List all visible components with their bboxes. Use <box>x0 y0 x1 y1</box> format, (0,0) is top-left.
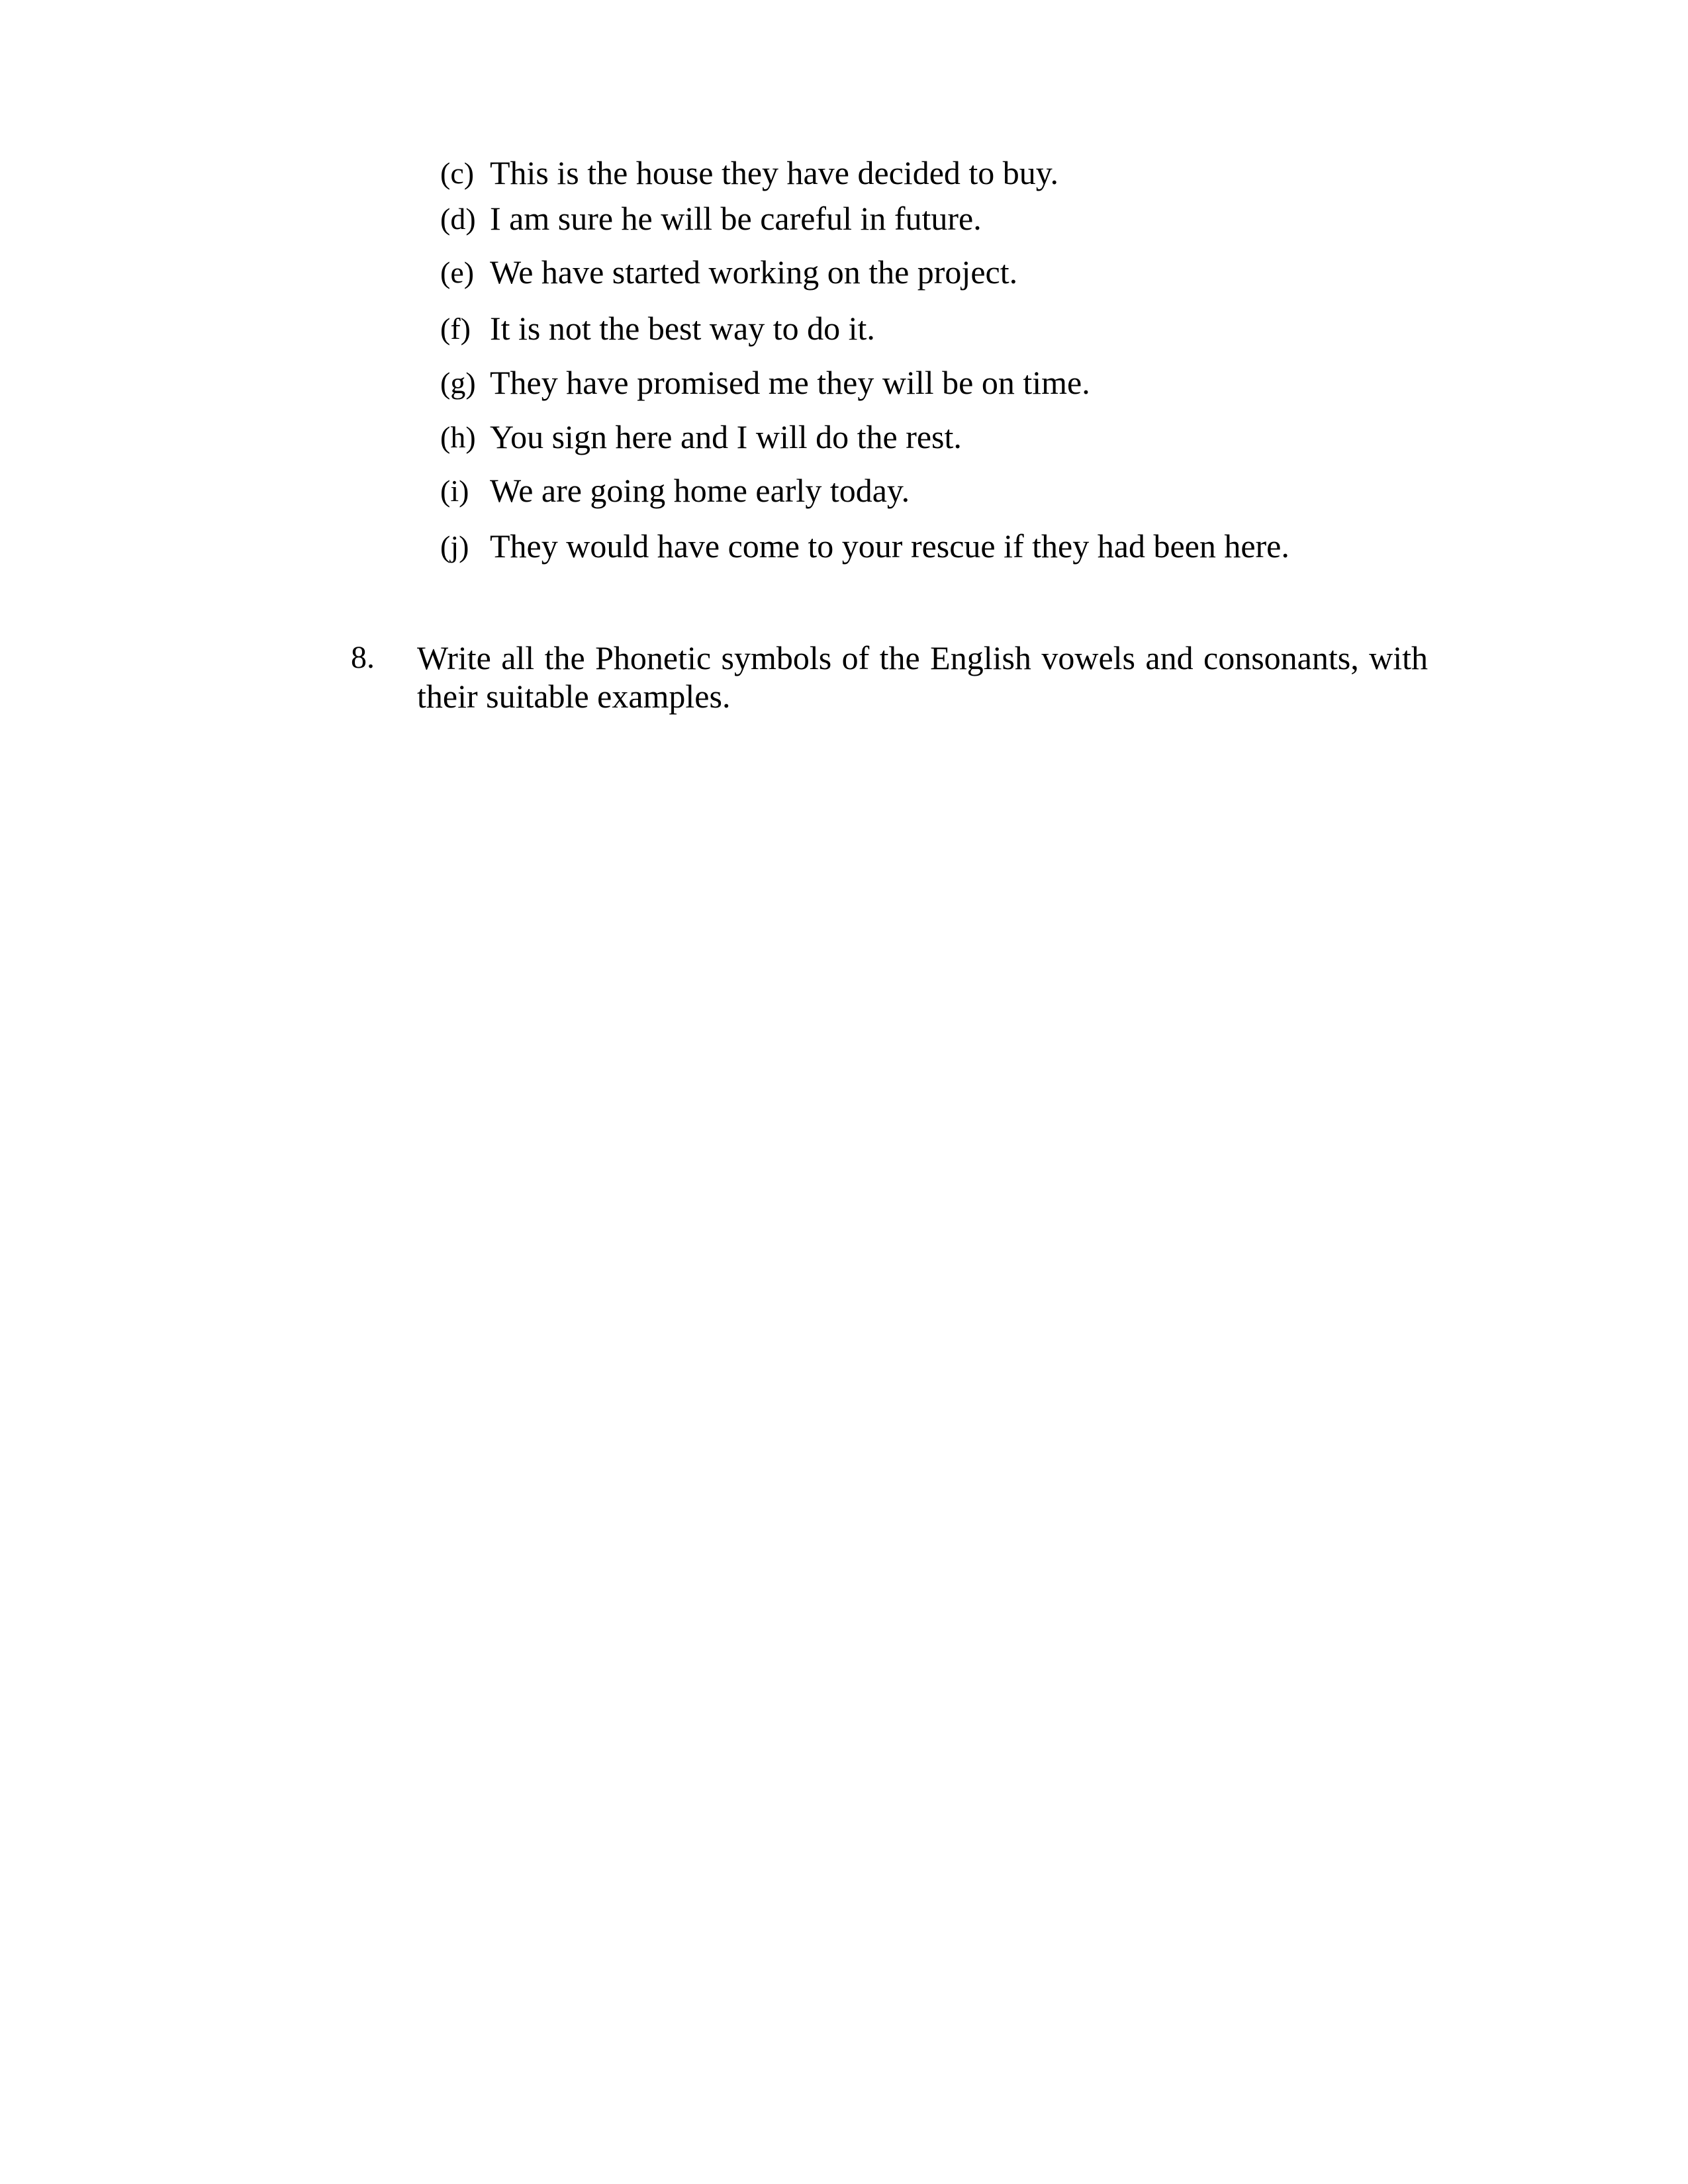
item-sentence: This is the house they have decided to buy. <box>490 154 1059 191</box>
question-text: Write all the Phonetic symbols of the English vowels and consonants, with their suitable examples. <box>417 639 1428 715</box>
item-label: (j) <box>440 529 469 563</box>
item-label: (e) <box>440 255 475 289</box>
item-sentence: We have started working on the project. <box>490 253 1018 291</box>
item-label: (g) <box>440 366 476 400</box>
item-sentence: They have promised me they will be on time. <box>490 364 1090 401</box>
item-sentence: They would have come to your rescue if they had been here. <box>490 527 1289 565</box>
item-label: (h) <box>440 420 476 454</box>
item-sentence: We are going home early today. <box>490 472 910 509</box>
item-sentence: You sign here and I will do the rest. <box>490 418 962 455</box>
question-number: 8. <box>351 640 375 675</box>
item-label: (c) <box>440 156 475 190</box>
item-label: (f) <box>440 312 471 345</box>
item-sentence: I am sure he will be careful in future. <box>490 200 982 237</box>
item-label: (i) <box>440 474 469 508</box>
item-label: (d) <box>440 202 476 236</box>
item-sentence: It is not the best way to do it. <box>490 310 875 347</box>
